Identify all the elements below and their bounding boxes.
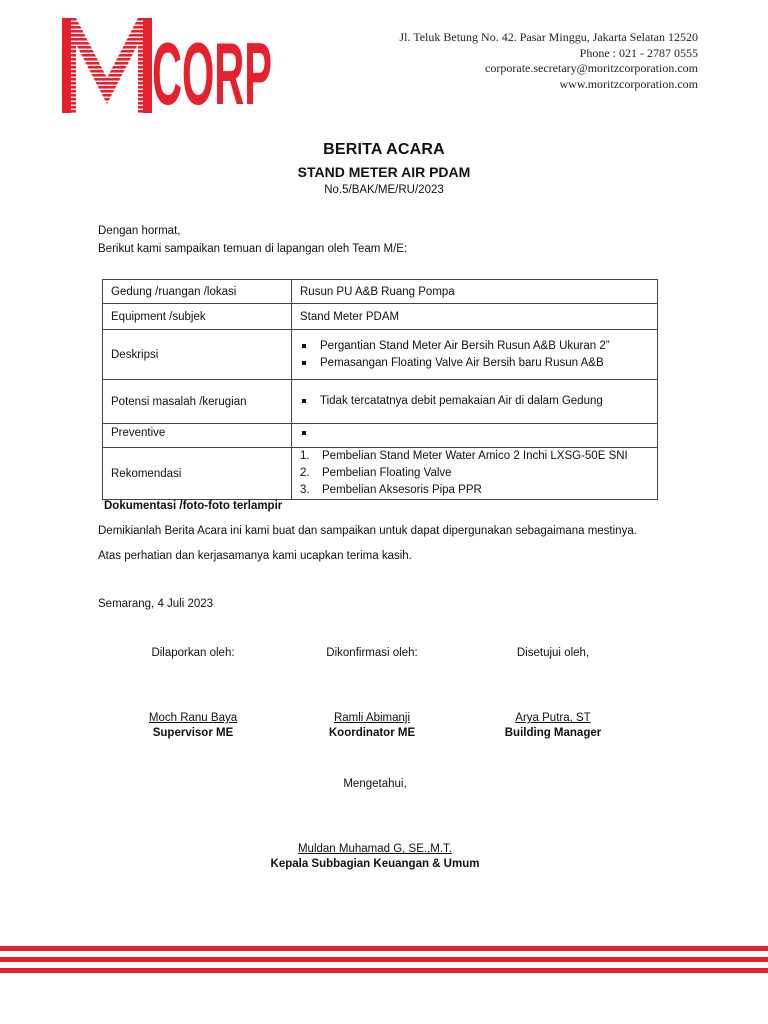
signer-role: Kepala Subbagian Keuangan & Umum (270, 858, 480, 870)
signer-role: Building Manager (504, 727, 602, 739)
bullet-item: Pergantian Stand Meter Air Bersih Rusun A&B Ukuran 2” (300, 338, 649, 355)
website[interactable]: www.moritzcorporation.com (559, 76, 698, 91)
footer-stripe (0, 968, 768, 973)
document-subtitle: STAND METER AIR PDAM (297, 164, 471, 180)
company-address (399, 30, 698, 92)
table-row (103, 380, 658, 424)
row-value: Rusun PU A&B Ruang Pompa (292, 280, 658, 304)
signature-block-approved (443, 712, 663, 739)
place-date: Semarang, 4 Juli 2023 (98, 598, 214, 610)
document-number: No.5/BAK/ME/RU/2023 (324, 184, 444, 196)
phone-number: Phone : 021 - 2787 0555 (579, 45, 698, 60)
row-value (292, 380, 658, 424)
row-label: Rekomendasi (103, 448, 292, 500)
thanks-line: Atas perhatian dan kerjasamanya kami ucapkan terima kasih. (98, 550, 412, 562)
signer-role: Supervisor ME (152, 727, 234, 739)
signer-name: Arya Putra, ST (515, 712, 591, 724)
row-value (292, 424, 658, 448)
signature-caption-confirmed: Dikonfirmasi oleh: (326, 647, 418, 659)
footer-stripe (0, 957, 768, 962)
signer-name: Moch Ranu Baya (148, 712, 238, 724)
intro-line: Berikut kami sampaikan temuan di lapangan oleh Team M/E: (98, 243, 408, 255)
table-row (103, 448, 658, 500)
closing-line: Demikianlah Berita Acara ini kami buat dan sampaikan untuk dapat dipergunakan sebagaimana mestinya. (98, 525, 637, 537)
table-row (103, 330, 658, 380)
footer-stripe (0, 946, 768, 951)
bullet-item: Tidak tercatatnya debit pemakaian Air di dalam Gedung (300, 393, 649, 410)
findings-table (102, 279, 658, 500)
numbered-item: 1. Pembelian Stand Meter Water Amico 2 Inchi LXSG-50E SNI (300, 450, 628, 462)
row-label: Equipment /subjek (103, 304, 292, 330)
email-address[interactable]: corporate.secretary@moritzcorporation.com (485, 61, 698, 75)
signature-caption-reported: Dilaporkan oleh: (151, 647, 235, 659)
table-row (103, 304, 658, 330)
numbered-item: 2. Pembelian Floating Valve (300, 467, 452, 479)
signer-name: Muldan Muhamad G, SE.,M.T. (297, 843, 453, 855)
signer-role: Koordinator ME (328, 727, 416, 739)
documentation-note: Dokumentasi /foto-foto terlampir (104, 500, 283, 512)
mcorp-logo (62, 18, 274, 123)
logo-text: CORP (152, 24, 272, 123)
document-title: BERITA ACARA (323, 141, 445, 158)
signer-name: Ramli Abimanji (333, 712, 411, 724)
signature-caption-approved: Disetujui oleh, (516, 647, 590, 659)
signature-caption-acknowledged: Mengetahui, (343, 778, 407, 790)
row-label: Preventive (103, 424, 292, 448)
table-row (103, 280, 658, 304)
row-label: Potensi masalah /kerugian (103, 380, 292, 424)
address-line: Jl. Teluk Betung No. 42. Pasar Minggu, Jakarta Selatan 12520 (399, 30, 698, 44)
numbered-item: 3. Pembelian Aksesoris Pipa PPR (300, 484, 482, 496)
row-value: Stand Meter PDAM (292, 304, 658, 330)
row-value (292, 330, 658, 380)
row-label: Deskripsi (103, 330, 292, 380)
row-label: Gedung /ruangan /lokasi (103, 280, 292, 304)
greeting: Dengan hormat, (98, 225, 181, 237)
signature-block-acknowledged (225, 843, 525, 870)
bullet-item: Pemasangan Floating Valve Air Bersih baru Rusun A&B (300, 355, 649, 372)
row-value (292, 448, 658, 500)
table-row (103, 424, 658, 448)
